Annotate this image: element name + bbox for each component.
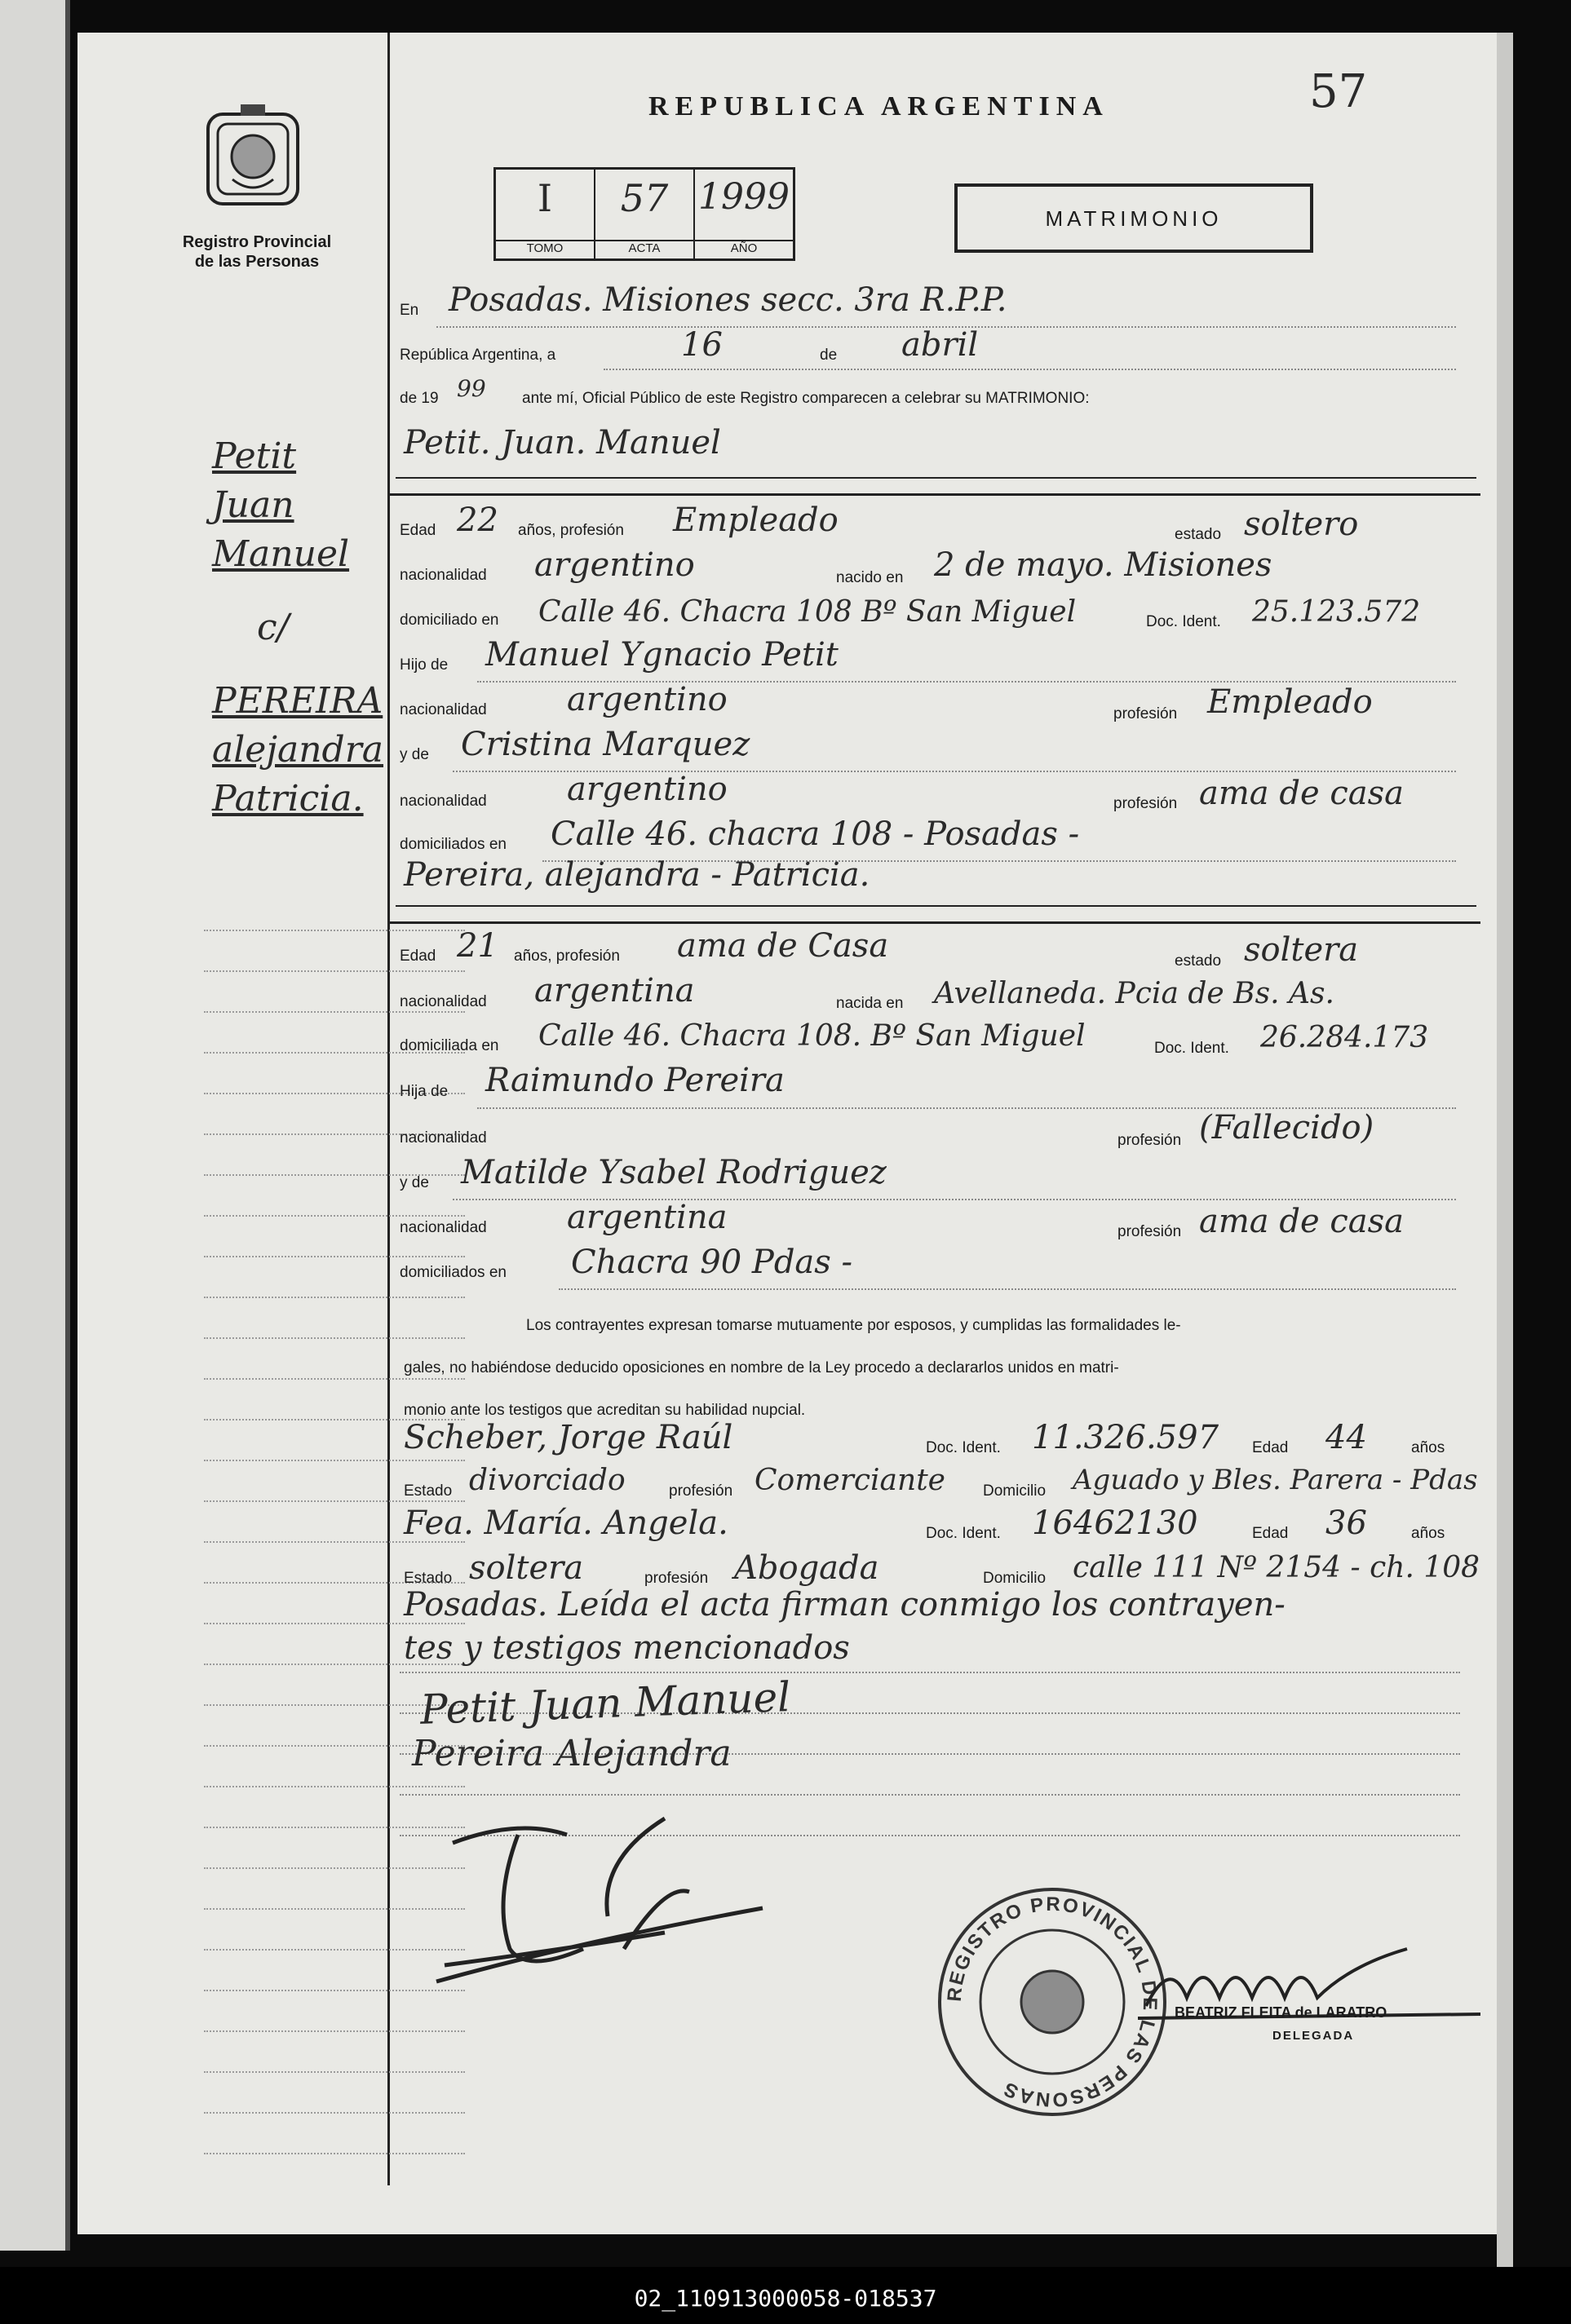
label-de-19: de 19 (400, 390, 439, 407)
label-doc-ident: Doc. Ident. (1146, 613, 1221, 630)
registry-stamp-icon (934, 1884, 1171, 2120)
tomo-value: I (537, 176, 553, 220)
label-en: En (400, 302, 419, 319)
label-domicilio: Domicilio (983, 1482, 1047, 1500)
label-domiciliada-en: domiciliada en (400, 1037, 499, 1054)
bride-parents-address: Chacra 90 Pdas - (571, 1244, 853, 1281)
document-page (77, 33, 1497, 2234)
margin-rule (204, 930, 465, 931)
bride-age: 21 (457, 927, 498, 965)
groom-name: Petit. Juan. Manuel (404, 424, 721, 462)
groom-signature: Petit Juan Manuel (419, 1673, 792, 1734)
groom-parents-address: Calle 46. chacra 108 - Posadas - (551, 815, 1080, 853)
groom-doc: 25.123.572 (1252, 595, 1421, 629)
record-number-box (493, 167, 795, 261)
margin-bride-name2: Patricia. (212, 778, 364, 820)
ruled-line (400, 1672, 1460, 1673)
margin-rule (204, 2071, 465, 2073)
label-anos: años (1411, 1439, 1445, 1456)
bride-address: Calle 46. Chacra 108. Bº San Miguel (538, 1019, 1086, 1053)
country-heading: REPUBLICA ARGENTINA (648, 91, 1109, 122)
label-hija-de: Hija de (400, 1083, 449, 1100)
witness2-doc: 16462130 (1032, 1504, 1198, 1542)
label-estado: estado (1175, 952, 1222, 970)
bride-father: Raimundo Pereira (485, 1062, 785, 1099)
margin-rule (204, 2112, 465, 2114)
bride-doc: 26.284.173 (1260, 1021, 1429, 1054)
bride-signature: Pereira Alejandra (412, 1733, 732, 1774)
label-y-de: y de (400, 1174, 429, 1191)
column-divider (387, 33, 390, 2185)
closing-line2: tes y testigos mencionados (404, 1629, 850, 1667)
label-profesion-w: profesión (669, 1482, 733, 1500)
margin-groom-name2: Manuel (212, 533, 350, 575)
label-doc-ident: Doc. Ident. (926, 1525, 1001, 1542)
section-rule (387, 921, 1480, 924)
image-id-caption: 02_110913000058-018537 (634, 2285, 937, 2312)
label-nacionalidad: nacionalidad (400, 993, 487, 1010)
label-nacionalidad: nacionalidad (400, 701, 487, 718)
label-domiciliado-en: domiciliado en (400, 612, 499, 629)
margin-rule (204, 1460, 465, 1461)
label-anos-profesion: años, profesión (518, 522, 624, 539)
declaration-line2: gales, no habiéndose deducido oposiciones en nombre de la Ley procedo a declararlos unidos en matri- (404, 1359, 1119, 1376)
groom-name-rule (396, 477, 1476, 479)
margin-bride-surname: PEREIRA (212, 680, 383, 722)
label-domiciliados-en: domiciliados en (400, 836, 507, 853)
groom-mother-profession: ama de casa (1199, 775, 1404, 812)
groom-father-profession: Empleado (1207, 683, 1373, 721)
witness1-name: Scheber, Jorge Raúl (404, 1419, 733, 1456)
delegate-signature-scribble (1138, 1941, 1480, 2039)
declaration-text (404, 1305, 1489, 1432)
label-nacido-en: nacido en (836, 569, 904, 586)
witness2-age: 36 (1325, 1504, 1367, 1542)
groom-age: 22 (457, 501, 498, 539)
label-doc-ident: Doc. Ident. (926, 1439, 1001, 1456)
label-nacionalidad: nacionalidad (400, 793, 487, 810)
margin-rule (204, 1500, 465, 1502)
label-y-de: y de (400, 746, 429, 763)
label-profesion: profesión (1113, 795, 1178, 812)
margin-rule (204, 1215, 465, 1217)
label-edad: Edad (400, 948, 436, 965)
label-edad-w: Edad (1252, 1439, 1289, 1456)
registry-line2: de las Personas (194, 253, 320, 271)
groom-profession: Empleado (673, 501, 839, 539)
groom-father: Manuel Ygnacio Petit (485, 636, 839, 674)
label-domiciliados-en: domiciliados en (400, 1264, 507, 1281)
page-number: 57 (1309, 65, 1368, 118)
label-estado: estado (1175, 526, 1222, 543)
label-doc-ident: Doc. Ident. (1154, 1040, 1229, 1057)
ano-cell (695, 170, 793, 258)
margin-connector: c/ (257, 607, 290, 648)
ano-value: 1999 (698, 176, 790, 218)
place: Posadas. Misiones secc. 3ra R.P.P. (449, 281, 1007, 319)
official-signature-scribble (420, 1786, 844, 1998)
acta-label: ACTA (595, 240, 693, 255)
groom-born: 2 de mayo. Misiones (934, 546, 1272, 584)
groom-father-nationality: argentino (567, 681, 728, 718)
registry-name (163, 232, 351, 272)
bride-mother: Matilde Ysabel Rodriguez (461, 1154, 887, 1191)
witness1-status: divorciado (469, 1464, 626, 1497)
label-hijo-de: Hijo de (400, 656, 449, 674)
date-line (604, 369, 1456, 370)
declaration-line3: monio ante los testigos que acreditan su habilidad nupcial. (404, 1402, 806, 1419)
margin-groom-name1: Juan (212, 484, 294, 526)
witness2-profession: Abogada (734, 1549, 879, 1587)
margin-rule (204, 2153, 465, 2154)
registry-line1: Registro Provincial (182, 233, 332, 251)
closing-line1: Posadas. Leída el acta firman conmigo los contrayen- (404, 1586, 1286, 1624)
label-anos-profesion: años, profesión (514, 948, 620, 965)
registry-seal-icon (200, 98, 306, 212)
bride-nationality: argentina (534, 972, 695, 1010)
year-suffix: 99 (457, 375, 486, 402)
label-anos: años (1411, 1525, 1445, 1542)
section-rule (387, 493, 1480, 496)
label-estado-w: Estado (404, 1482, 453, 1500)
witness2-status: soltera (469, 1549, 584, 1587)
witness1-doc: 11.326.597 (1032, 1419, 1219, 1456)
act-type-box: MATRIMONIO (954, 183, 1313, 253)
delegate-role: DELEGADA (1272, 2029, 1355, 2043)
label-nacionalidad: nacionalidad (400, 1129, 487, 1147)
day: 16 (681, 326, 723, 364)
groom-address: Calle 46. Chacra 108 Bº San Miguel (538, 595, 1077, 629)
ano-label: AÑO (695, 240, 793, 255)
tomo-cell (496, 170, 595, 258)
groom-mother-nationality: argentino (567, 771, 728, 808)
bride-born: Avellaneda. Pcia de Bs. As. (934, 977, 1334, 1010)
label-de: de (820, 347, 838, 364)
margin-rule (204, 1297, 465, 1298)
margin-groom-surname: Petit (212, 435, 297, 477)
margin-rule (204, 2030, 465, 2032)
label-profesion: profesión (1117, 1132, 1182, 1149)
acta-cell (595, 170, 695, 258)
label-profesion-w: profesión (644, 1570, 709, 1587)
label-nacionalidad: nacionalidad (400, 1219, 487, 1236)
book-spine (0, 0, 70, 2251)
declaration-line1: Los contrayentes expresan tomarse mutuamente por esposos, y cumplidas las formalidades le- (526, 1317, 1181, 1334)
label-domicilio: Domicilio (983, 1570, 1047, 1587)
bride-profession: ama de Casa (677, 927, 889, 965)
witness1-address: Aguado y Bles. Parera - Pdas (1073, 1464, 1478, 1496)
bride-status: soltera (1244, 931, 1359, 969)
margin-rule (204, 1256, 465, 1257)
witness1-age: 44 (1325, 1419, 1367, 1456)
witness2-name: Fea. María. Angela. (404, 1504, 728, 1542)
label-republica: República Argentina, a (400, 347, 556, 364)
bride-father-profession: (Fallecido) (1199, 1109, 1374, 1147)
groom-nationality: argentino (534, 546, 695, 584)
label-ante-mi: ante mí, Oficial Público de este Registro comparecen a celebrar su MATRIMONIO: (522, 390, 1090, 407)
bride-mother-nationality: argentina (567, 1199, 728, 1236)
label-profesion: profesión (1117, 1223, 1182, 1240)
acta-value: 57 (620, 176, 669, 220)
label-estado-w: Estado (404, 1570, 453, 1587)
label-edad: Edad (400, 522, 436, 539)
label-nacida-en: nacida en (836, 995, 904, 1012)
groom-mother: Cristina Marquez (461, 726, 750, 763)
bride-mother-profession: ama de casa (1199, 1203, 1404, 1240)
witness2-address: calle 111 Nº 2154 - ch. 108 (1073, 1551, 1480, 1584)
margin-rule (204, 1011, 465, 1013)
delegate-name: BEATRIZ FLEITA de LARATRO (1175, 2004, 1387, 2021)
label-profesion: profesión (1113, 705, 1178, 722)
tomo-label: TOMO (496, 240, 594, 255)
bride-name: Pereira, alejandra - Patricia. (404, 856, 870, 894)
label-nacionalidad: nacionalidad (400, 567, 487, 584)
label-edad-w: Edad (1252, 1525, 1289, 1542)
stamp-ring-text: REGISTRO PROVINCIAL DE LAS PERSONAS (943, 1893, 1162, 2111)
bride-parents-address-line (559, 1288, 1456, 1290)
month: abril (901, 326, 979, 364)
margin-note (212, 432, 383, 824)
margin-rule (204, 970, 465, 972)
margin-bride-name1: alejandra (212, 729, 383, 771)
groom-status: soltero (1244, 506, 1359, 543)
page-edge (1497, 33, 1513, 2267)
bride-name-rule (396, 905, 1476, 907)
witness1-profession: Comerciante (755, 1464, 945, 1497)
